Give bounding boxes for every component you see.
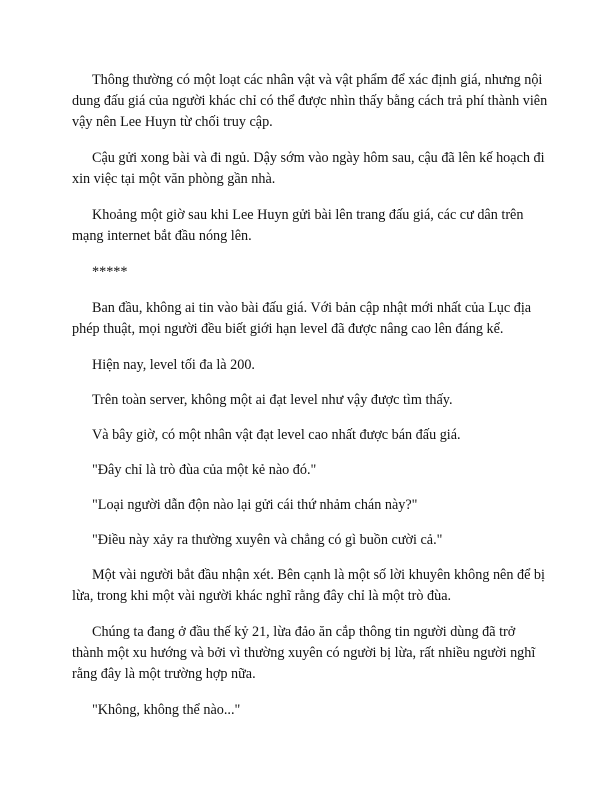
paragraph-7: Và bây giờ, có một nhân vật đạt level cao nhất được bán đấu giá. (92, 427, 461, 443)
paragraph-2: Cậu gửi xong bài và đi ngủ. Dậy sớm vào ngày hôm sau, cậu đã lên kế hoạch đi xin việc tại một văn phòng gần nhà. (72, 150, 545, 187)
paragraph-4: Ban đầu, không ai tin vào bài đấu giá. Với bản cập nhật mới nhất của Lục địa phép thuật, mọi người đều biết giới hạn level đã được nâng cao lên đáng kể. (72, 300, 532, 337)
dialogue-2: "Loại người dẫn độn nào lại gửi cái thứ nhảm chán này?" (92, 497, 418, 513)
dialogue-1: "Đây chỉ là trò đùa của một kẻ nào đó." (92, 462, 317, 478)
paragraph-3: Khoảng một giờ sau khi Lee Huyn gửi bài lên trang đấu giá, các cư dân trên mạng internet bắt đầu nóng lên. (72, 207, 524, 244)
paragraph-1: Thông thường có một loạt các nhân vật và vật phẩm để xác định giá, nhưng nội dung đấu giá của người khác chỉ có thể được nhìn thấy bằng cách trả phí thành viên vậy nên Lee Huyn từ chối truy cập. (72, 72, 548, 130)
dialogue-4: "Không, không thể nào..." (92, 702, 241, 718)
paragraph-9: Chúng ta đang ở đầu thế kỷ 21, lừa đảo ăn cắp thông tin người dùng đã trở thành một xu hướng và bởi vì thường xuyên có người bị lừa, rất nhiều người nghĩ rằng đây là một trường hợp nữa. (72, 624, 536, 682)
dialogue-3: "Điều này xảy ra thường xuyên và chẳng có gì buồn cười cả." (92, 532, 443, 548)
paragraph-6: Trên toàn server, không một ai đạt level như vậy được tìm thấy. (92, 392, 453, 408)
paragraph-5: Hiện nay, level tối đa là 200. (92, 357, 255, 373)
paragraph-8: Một vài người bắt đầu nhận xét. Bên cạnh là một số lời khuyên không nên để bị lừa, trong khi một vài người khác nghĩ rằng đây chỉ là một trò đùa. (72, 567, 545, 604)
scene-break: ***** (92, 264, 128, 280)
document-body (72, 70, 548, 736)
